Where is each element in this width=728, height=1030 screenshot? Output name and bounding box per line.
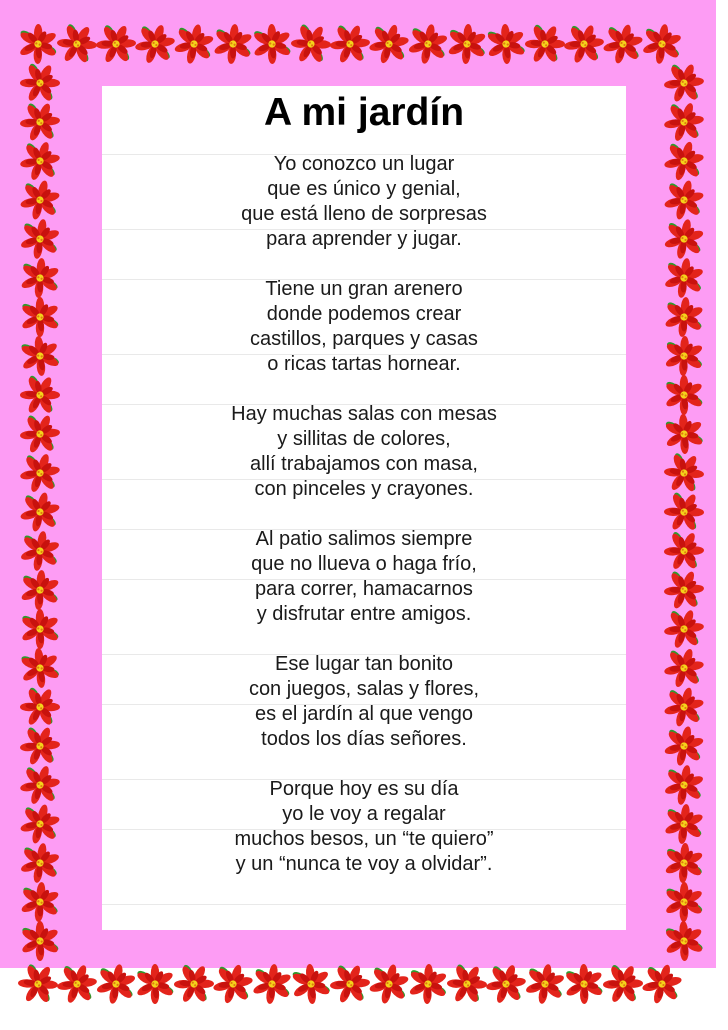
- poinsettia-icon: [210, 21, 256, 67]
- verse-line: Yo conozco un lugar: [273, 153, 455, 175]
- verse-line: Ese lugar tan bonito: [275, 653, 453, 675]
- poinsettia-icon: [599, 960, 647, 1008]
- poinsettia-icon: [17, 879, 63, 925]
- poinsettia-icon: [20, 492, 60, 532]
- poinsettia-icon: [20, 804, 60, 844]
- poinsettia-icon: [662, 100, 706, 144]
- poinsettia-icon: [660, 332, 707, 379]
- verse-line: que está lleno de sorpresas: [241, 203, 487, 225]
- poinsettia-icon: [55, 962, 100, 1007]
- poinsettia-icon: [286, 19, 336, 69]
- poinsettia-icon: [484, 962, 528, 1006]
- verse-line: castillos, parques y casas: [250, 328, 478, 350]
- poinsettia-icon: [662, 607, 707, 652]
- poinsettia-icon: [170, 960, 218, 1008]
- poinsettia-icon: [327, 961, 373, 1007]
- poinsettia-icon: [16, 917, 65, 966]
- poinsettia-icon: [368, 23, 410, 65]
- poinsettia-icon: [17, 255, 63, 301]
- poinsettia-icon: [249, 961, 294, 1006]
- poinsettia-icon: [212, 963, 254, 1005]
- poinsettia-icon: [369, 964, 410, 1005]
- stanza-1: [92, 152, 636, 252]
- poinsettia-icon: [662, 763, 705, 806]
- stanza-4: [92, 527, 636, 627]
- poinsettia-icon: [664, 180, 704, 220]
- poinsettia-icon: [659, 487, 708, 536]
- verse-line: muchos besos, un “te quiero”: [234, 828, 494, 850]
- verse-line: todos los días señores.: [261, 728, 467, 750]
- poinsettia-icon: [663, 725, 704, 766]
- verse-line: donde podemos crear: [266, 303, 462, 325]
- poinsettia-icon: [327, 21, 373, 67]
- verse-line: Porque hoy es su día: [269, 778, 459, 800]
- poinsettia-icon: [640, 22, 684, 66]
- poinsettia-icon: [20, 180, 60, 220]
- poinsettia-icon: [661, 294, 707, 340]
- verse-line: allí trabajamos con masa,: [250, 453, 478, 475]
- poinsettia-icon: [663, 140, 705, 182]
- poinsettia-icon: [444, 21, 491, 68]
- poinsettia-icon: [18, 763, 61, 806]
- verse-line: para correr, hamacarnos: [255, 578, 473, 600]
- verse-line: o ricas tartas hornear.: [267, 353, 461, 375]
- poinsettia-icon: [133, 22, 176, 65]
- verse-line: Al patio salimos siempre: [255, 528, 473, 550]
- stanza-6: [92, 777, 636, 877]
- poinsettia-icon: [603, 24, 644, 65]
- verse-line: y disfrutar entre amigos.: [256, 603, 472, 625]
- stanza-3: [92, 402, 636, 502]
- verse-line: es el jardín al que vengo: [255, 703, 473, 725]
- verse-line: que es único y genial,: [267, 178, 461, 200]
- poinsettia-icon: [641, 963, 682, 1004]
- poinsettia-icon: [18, 451, 61, 494]
- poinsettia-icon: [661, 840, 708, 887]
- verse-line: y sillitas de colores,: [277, 428, 451, 450]
- verse-line: yo le voy a regalar: [282, 803, 446, 825]
- poinsettia-icon: [663, 647, 706, 690]
- poinsettia-icon: [661, 60, 707, 106]
- poinsettia-icon: [561, 21, 606, 66]
- poinsettia-icon: [17, 411, 63, 457]
- poinsettia-icon: [659, 916, 709, 966]
- stanza-5: [92, 652, 636, 752]
- verse-line: que no llueva o haga frío,: [251, 553, 477, 575]
- poem-title: A mi jardín: [263, 91, 465, 134]
- verse-line: Tiene un gran arenero: [265, 278, 463, 300]
- poinsettia-icon: [17, 567, 63, 613]
- verse-line: con pinceles y crayones.: [254, 478, 474, 500]
- poinsettia-icon: [664, 687, 705, 728]
- poinsettia-icon: [404, 960, 451, 1007]
- verse-line: con juegos, salas y flores,: [248, 678, 480, 700]
- stanza-2: [92, 277, 636, 377]
- verse-line: y un “nunca te voy a olvidar”.: [235, 853, 493, 875]
- poinsettia-icon: [173, 23, 214, 64]
- verse-line: para aprender y jugar.: [266, 228, 462, 250]
- poinsettia-icon: [18, 139, 61, 182]
- verse-line: Hay muchas salas con mesas: [231, 403, 497, 425]
- poinsettia-icon: [17, 99, 63, 145]
- poinsettia-icon: [17, 723, 63, 769]
- poinsettia-icon: [663, 218, 705, 260]
